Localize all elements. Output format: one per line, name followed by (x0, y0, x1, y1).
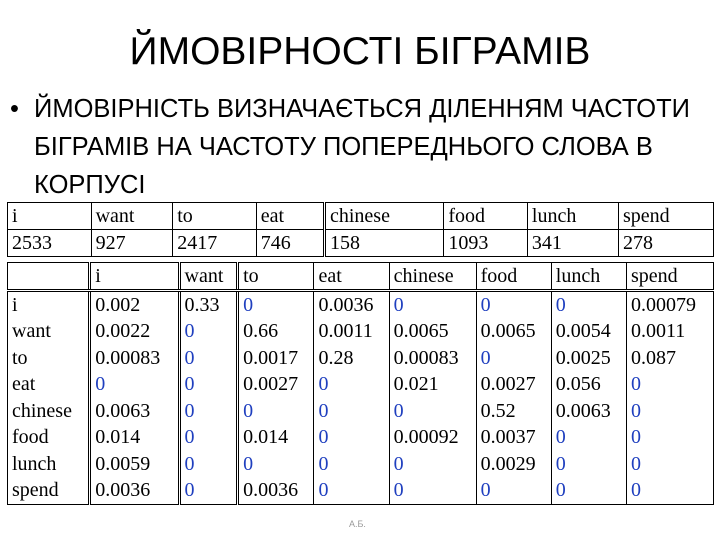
probability-cell: 0 (238, 291, 314, 319)
probability-cell: 0 (389, 478, 476, 505)
probability-cell: 0 (551, 478, 626, 505)
unigram-count-cell: 746 (256, 230, 324, 257)
probability-cell: 0.0011 (314, 319, 389, 346)
probability-cell: 0 (179, 319, 238, 346)
probability-cell: 0.0036 (314, 291, 389, 319)
unigram-counts-row (8, 230, 714, 257)
probability-cell: 0 (314, 425, 389, 452)
probability-cell: 0 (238, 451, 314, 478)
bullet-text: ЙМОВІРНІСТЬ ВИЗНАЧАЄТЬСЯ ДІЛЕННЯМ ЧАСТОТИ БІГРАМІВ НА ЧАСТОТУ ПОПЕРЕДНЬОГО СЛОВА В КОРПУСІ (34, 95, 690, 199)
probability-cell: 0 (389, 451, 476, 478)
probability-cell: 0 (90, 372, 179, 399)
table-row (8, 372, 714, 399)
probability-cell: 0 (314, 398, 389, 425)
probability-cell: 0.0063 (90, 398, 179, 425)
unigram-words-row (8, 203, 714, 230)
probability-cell: 0.0065 (476, 319, 551, 346)
table-row (8, 451, 714, 478)
probability-cell: 0 (476, 345, 551, 372)
probability-cell: 0 (179, 451, 238, 478)
bigram-table-body (8, 291, 714, 505)
unigram-word-cell: eat (256, 203, 324, 230)
row-header-cell: lunch (12, 452, 57, 475)
probability-cell: 0 (389, 291, 476, 319)
column-header-cell: i (90, 263, 179, 291)
probability-cell: 0.52 (476, 398, 551, 425)
column-header-cell: eat (314, 263, 389, 291)
probability-cell: 0 (626, 398, 713, 425)
probability-cell: 0.021 (389, 372, 476, 399)
probability-cell: 0 (179, 345, 238, 372)
probability-cell: 0 (179, 478, 238, 505)
row-header-cell: i (12, 293, 18, 316)
column-header-cell: want (179, 263, 238, 291)
unigram-word-cell: lunch (527, 203, 618, 230)
probability-cell: 0 (314, 451, 389, 478)
slide-title: ЙМОВІРНОСТІ БІГРАМІВ (129, 30, 591, 73)
row-header-cell: eat (12, 373, 36, 396)
probability-cell: 0 (626, 478, 713, 505)
probability-cell: 0 (626, 372, 713, 399)
probability-cell: 0.014 (90, 425, 179, 452)
probability-cell: 0 (626, 451, 713, 478)
probability-cell: 0.056 (551, 372, 626, 399)
row-header-cell: chinese (12, 399, 72, 422)
probability-cell: 0 (179, 372, 238, 399)
column-header-cell: lunch (551, 263, 626, 291)
table-row (8, 398, 714, 425)
probability-cell: 0.0025 (551, 345, 626, 372)
probability-cell: 0.66 (238, 319, 314, 346)
row-header-cell: spend (12, 479, 59, 502)
unigram-word-cell: want (91, 203, 173, 230)
probability-cell: 0.00079 (626, 291, 713, 319)
unigram-count-cell: 927 (91, 230, 173, 257)
probability-cell: 0.0011 (626, 319, 713, 346)
bigram-header-row (8, 263, 714, 291)
unigram-count-cell: 2533 (12, 231, 52, 254)
probability-cell: 0.0054 (551, 319, 626, 346)
probability-cell: 0.0037 (476, 425, 551, 452)
bigram-probability-table (7, 262, 714, 505)
probability-cell: 0.00092 (389, 425, 476, 452)
unigram-word-cell: i (8, 203, 92, 230)
table-row (8, 319, 714, 346)
probability-cell: 0.0022 (90, 319, 179, 346)
probability-cell: 0 (551, 291, 626, 319)
column-header-cell: chinese (389, 263, 476, 291)
row-header-cell: to (12, 346, 28, 369)
probability-cell: 0.0036 (90, 478, 179, 505)
unigram-word-cell: food (444, 203, 528, 230)
unigram-word-cell: spend (619, 203, 714, 230)
unigram-word-cell: chinese (324, 203, 443, 230)
probability-cell: 0.0063 (551, 398, 626, 425)
probability-cell: 0 (476, 478, 551, 505)
table-row (8, 291, 714, 319)
probability-cell: 0.0029 (476, 451, 551, 478)
footer-initials: А.Б. (349, 519, 366, 529)
probability-cell: 0.0036 (238, 478, 314, 505)
probability-cell: 0.28 (314, 345, 389, 372)
probability-cell: 0.002 (90, 291, 179, 319)
unigram-count-cell: 158 (324, 230, 443, 257)
unigram-word-cell: to (173, 203, 257, 230)
probability-cell: 0.0017 (238, 345, 314, 372)
probability-cell: 0 (314, 372, 389, 399)
probability-cell: 0 (179, 425, 238, 452)
probability-cell: 0.0065 (389, 319, 476, 346)
unigram-count-cell: 341 (527, 230, 618, 257)
unigram-count-cell: 2417 (173, 230, 257, 257)
probability-cell: 0.087 (626, 345, 713, 372)
probability-cell: 0 (476, 291, 551, 319)
probability-cell: 0 (551, 451, 626, 478)
column-header-cell: food (476, 263, 551, 291)
probability-cell: 0 (179, 398, 238, 425)
table-row (8, 478, 714, 505)
unigram-counts-table (7, 202, 714, 257)
probability-cell: 0.00083 (389, 345, 476, 372)
unigram-count-cell: 278 (619, 230, 714, 257)
row-header-cell: want (12, 320, 51, 343)
probability-cell: 0.0027 (476, 372, 551, 399)
probability-cell: 0 (314, 478, 389, 505)
column-header-cell: spend (626, 263, 713, 291)
probability-cell: 0 (626, 425, 713, 452)
unigram-count-cell: 1093 (444, 230, 528, 257)
table-row (8, 425, 714, 452)
probability-cell: 0 (238, 398, 314, 425)
row-header-cell: food (12, 426, 49, 449)
probability-cell: 0.00083 (90, 345, 179, 372)
probability-cell: 0.33 (179, 291, 238, 319)
probability-cell: 0 (389, 398, 476, 425)
bullet-symbol: • (10, 95, 19, 123)
probability-cell: 0.0059 (90, 451, 179, 478)
probability-cell: 0 (551, 425, 626, 452)
table-row (8, 345, 714, 372)
column-header-cell: to (238, 263, 314, 291)
corner-cell (8, 263, 90, 291)
probability-cell: 0.0027 (238, 372, 314, 399)
probability-cell: 0.014 (238, 425, 314, 452)
